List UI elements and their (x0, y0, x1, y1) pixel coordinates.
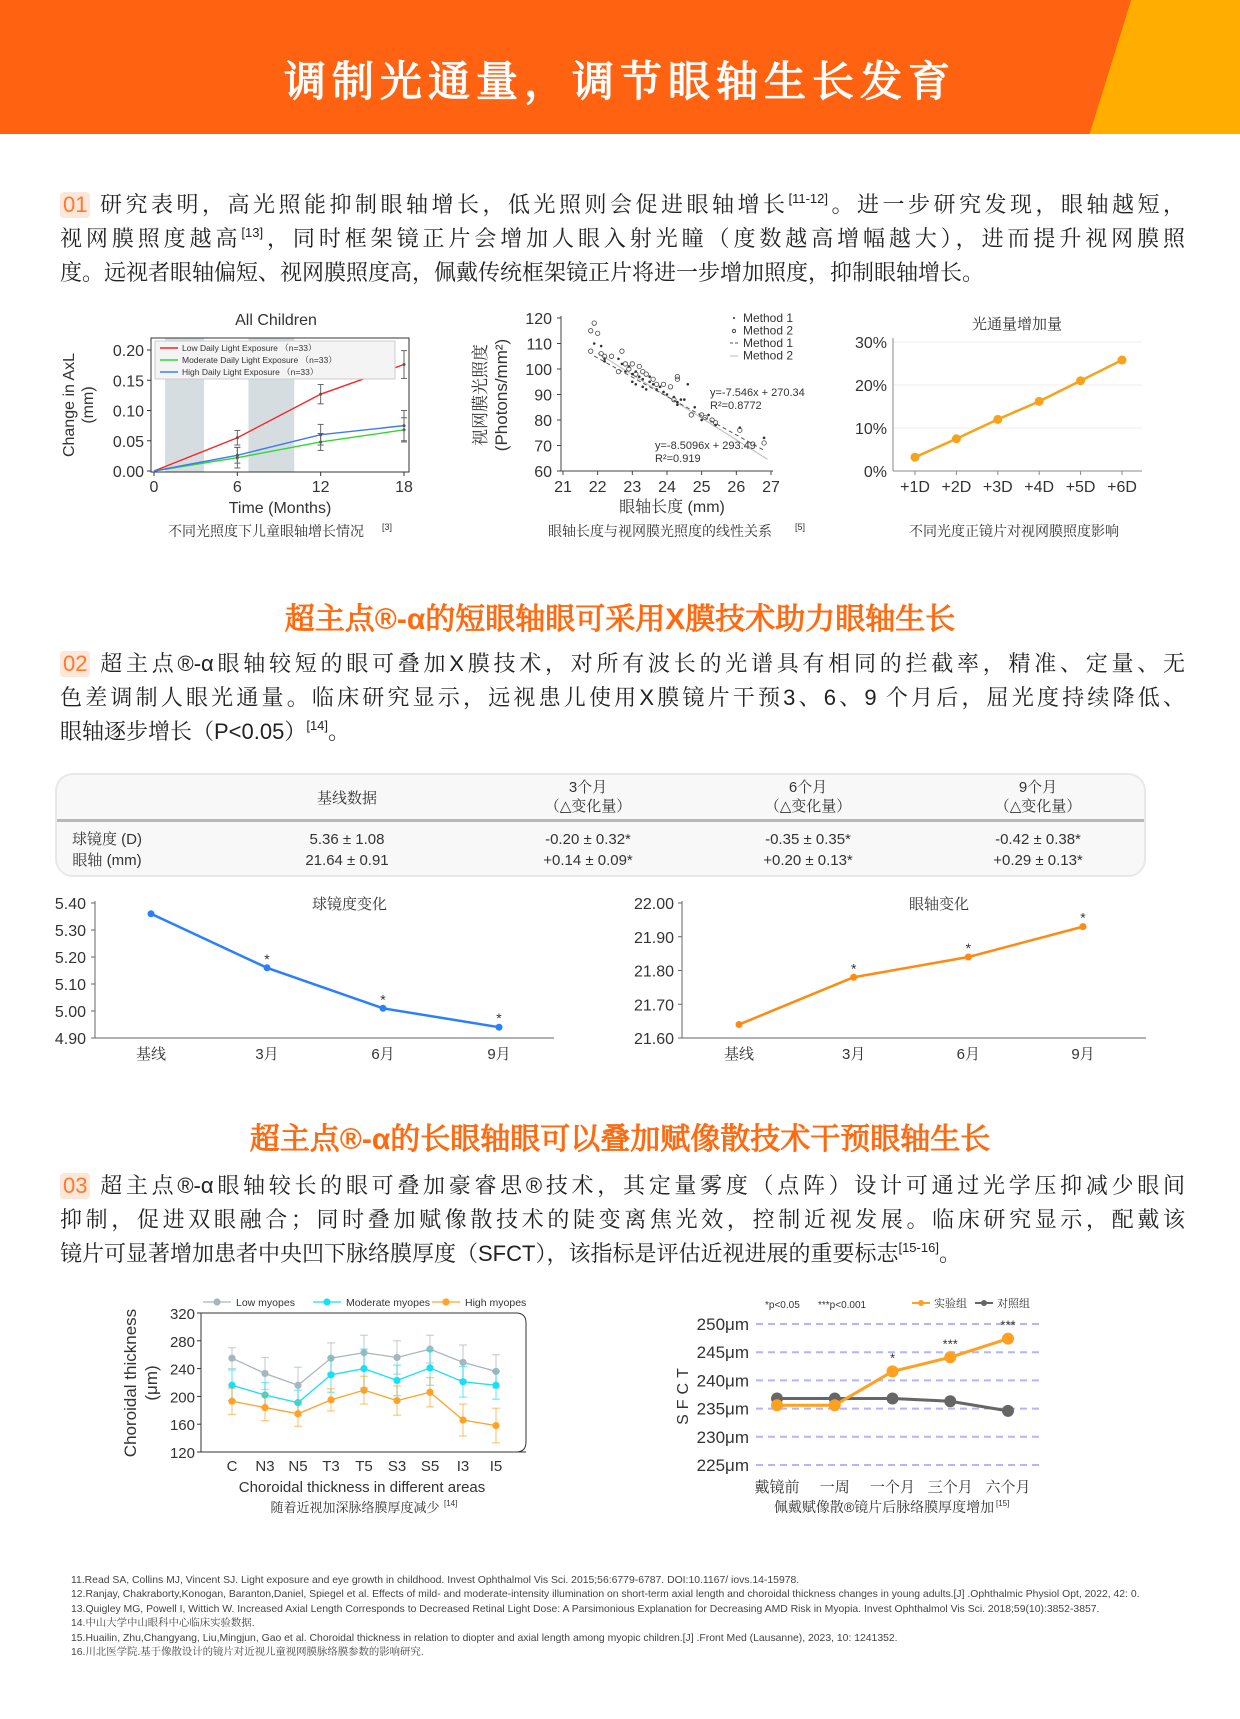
y-tick-label: 225μm (696, 1456, 749, 1475)
table-header-3m-sub: （△变化量） (544, 798, 632, 815)
table-cell: -0.35 ± 0.35* (765, 831, 851, 848)
chart-caption: 不同光度正镜片对视网膜照度影响 (909, 523, 1119, 539)
y-tick-label: 250μm (696, 1315, 749, 1334)
significance-marker: * (496, 1010, 502, 1027)
chart-title: All Children (235, 312, 317, 329)
text: 抑制，促进双眼融合；同时叠加赋像散技术的陡变离焦光效，控制近视发展。临床研究显示，配戴该 (60, 1207, 1185, 1232)
data-point (294, 1382, 301, 1389)
data-point (148, 910, 155, 917)
page-title: 调制光通量，调节眼轴生长发育 (283, 58, 956, 105)
data-point (944, 1351, 956, 1363)
data-point (228, 1355, 235, 1362)
legend-marker (732, 329, 735, 332)
data-point-method1 (624, 370, 627, 373)
data-point-method2 (609, 354, 613, 358)
y-tick-label: 60 (534, 464, 552, 481)
data-point-method1 (763, 437, 766, 440)
data-point (393, 1354, 400, 1361)
legend-label: Method 2 (743, 323, 794, 338)
data-point (887, 1365, 899, 1377)
data-point (426, 1364, 433, 1371)
x-tick-label: 25 (692, 479, 711, 496)
data-point-method1 (641, 378, 644, 381)
data-point (393, 1397, 400, 1404)
x-tick-label: S5 (420, 1458, 440, 1475)
significance-marker: *** (1000, 1317, 1016, 1333)
data-point-method1 (648, 375, 651, 378)
x-tick-label: +6D (1107, 479, 1137, 496)
data-point-method2 (637, 364, 641, 368)
data-point (327, 1396, 334, 1403)
table-cell: +0.14 ± 0.09* (543, 852, 633, 869)
y-axis-label: (mm) (80, 386, 97, 424)
y-tick-label: 320 (169, 1306, 195, 1323)
x-axis-label: Time (Months) (228, 500, 332, 517)
reference-item: 13.Quigley MG, Powell I, Wittich W. Increased Axial Length Corresponds to Decreased Retinal Light Dose: A Parsimonious Explanation for Decreasing AMD Risk in Myopia. Invest Ophthalmol Vis Sci. 2018;59(10):3852-3857. (71, 1603, 1100, 1615)
data-point-method1 (638, 375, 641, 378)
reference-item: 15.Huailin, Zhu,Changyang, Liu,Mingjun, Gao et al. Choroidal thickness in relation to diopter and axial length among myopic children.[J] .Front Med (Lausanne), 2023, 10: 1241352. (71, 1632, 898, 1644)
y-tick-label: 120 (169, 1445, 195, 1462)
data-point-method1 (662, 391, 665, 394)
text: 眼轴逐步增长（P<0.05） (60, 719, 307, 744)
x-tick-label: 9月 (1071, 1046, 1095, 1063)
x-tick-label: 0 (149, 479, 159, 496)
y-tick-label: 80 (534, 413, 552, 430)
table-cell: +0.20 ± 0.13* (763, 852, 853, 869)
data-point (459, 1378, 466, 1385)
table-header-baseline: 基线数据 (316, 790, 377, 807)
section-number-badge: 03 (60, 1173, 90, 1199)
fit-equation: y=-8.5096x + 293.49 (655, 440, 756, 452)
legend-marker (918, 1300, 924, 1306)
data-point-method1 (600, 345, 603, 348)
y-tick-label: 10% (854, 421, 887, 438)
data-point (319, 433, 322, 436)
data-point (236, 454, 239, 457)
data-point (228, 1398, 235, 1405)
y-tick-label: 240 (169, 1361, 195, 1379)
y-tick-label: 21.90 (633, 929, 674, 947)
table-cell: +0.29 ± 0.13* (993, 852, 1083, 869)
y-tick-label: 0% (863, 464, 887, 481)
data-point-method2 (595, 331, 599, 335)
data-point (1076, 376, 1085, 385)
data-point-method1 (680, 398, 683, 401)
data-point-method2 (668, 385, 672, 389)
y-tick-label: 5.20 (54, 950, 86, 967)
data-point (426, 1389, 433, 1396)
legend-label: Method 1 (743, 311, 794, 325)
x-tick-label: I3 (456, 1458, 470, 1475)
data-point-method2 (620, 349, 624, 353)
x-tick-label: 26 (727, 479, 746, 496)
text: 视网膜照度越高 (60, 226, 242, 251)
legend-label: 实验组 (934, 1298, 967, 1310)
data-point (360, 1387, 367, 1394)
data-point-method1 (648, 380, 651, 383)
significance-marker: * (850, 960, 857, 977)
x-tick-label: 24 (658, 479, 676, 496)
data-point-method2 (589, 349, 593, 353)
y-tick-label: 160 (169, 1417, 195, 1435)
data-point-method1 (700, 419, 703, 422)
x-tick-label: 3月 (255, 1046, 279, 1063)
y-tick-label: 0.05 (112, 433, 144, 451)
data-point-method2 (654, 382, 658, 386)
y-tick-label: 5.10 (54, 977, 86, 994)
table-cell: 5.36 ± 1.08 (309, 831, 385, 848)
series-line (739, 927, 1083, 1025)
y-tick-label: 90 (534, 387, 552, 405)
section-number-badge: 02 (60, 651, 90, 677)
x-tick-label: 27 (762, 479, 780, 496)
y-tick-label: 110 (526, 336, 552, 354)
x-tick-label: S3 (387, 1458, 407, 1475)
text: 。 (938, 1241, 961, 1266)
legend-label: High myopes (465, 1297, 527, 1309)
data-point (261, 1370, 268, 1377)
text: 镜片可显著增加患者中央凹下脉络膜厚度（SFCT），该指标是评估近视进展的重要标志 (60, 1241, 899, 1266)
data-point (736, 1021, 743, 1028)
data-point-method1 (617, 358, 620, 361)
y-tick-label: 70 (534, 438, 552, 456)
text: ，同时框架镜正片会增加人眼入射光瞳（度数越高增幅越大），进而提升视网膜照 (263, 226, 1185, 251)
y-tick-label: 100 (525, 362, 552, 379)
data-point-method1 (635, 383, 638, 386)
chart-caption: 不同光照度下儿童眼轴增长情况 (168, 523, 364, 539)
table-header-6m: 6个月 (788, 779, 828, 796)
caption-citation: [15] (996, 1499, 1010, 1508)
y-tick-label: 0.15 (112, 373, 144, 391)
x-tick-label: +3D (982, 479, 1013, 496)
x-tick-label: 22 (588, 479, 607, 496)
data-point-method2 (592, 321, 596, 325)
data-point-method2 (644, 372, 648, 376)
data-point-method2 (589, 329, 593, 333)
series-line (915, 360, 1122, 457)
data-point-method1 (641, 386, 644, 389)
data-point (403, 363, 406, 366)
data-point-method1 (676, 401, 679, 404)
x-tick-label: N5 (288, 1458, 308, 1475)
significance-marker: * (889, 1350, 896, 1366)
data-point (403, 424, 406, 427)
data-point (911, 453, 920, 462)
data-point-method1 (666, 393, 669, 396)
significance-marker: * (264, 950, 270, 967)
data-point-method2 (689, 413, 693, 417)
data-point-method1 (631, 380, 634, 383)
data-point-method1 (676, 403, 679, 406)
fit-r2: R²=0.8772 (710, 400, 762, 412)
data-point-method2 (630, 362, 634, 366)
table-cell: -0.20 ± 0.32* (545, 831, 631, 848)
x-tick-label: 基线 (723, 1046, 755, 1063)
y-axis-label: Choroidal thickness (121, 1308, 140, 1458)
y-axis-label: SFCT (675, 1363, 692, 1425)
legend-marker (981, 1300, 987, 1306)
x-tick-label: 一周 (819, 1479, 850, 1496)
reference-item: 11.Read SA, Collins MJ, Vincent SJ. Light exposure and eye growth in childhood. Invest Ophthalmol Vis Sci. 2015;56:6779-6787. DOI:10.1167/ iovs.14-15978. (71, 1575, 800, 1586)
x-tick-label: C (226, 1458, 238, 1475)
x-tick-label: 6月 (956, 1046, 981, 1063)
x-tick-label: 6 (232, 479, 242, 496)
x-tick-label: T3 (322, 1458, 340, 1475)
y-axis-label: Change in AxL (61, 352, 78, 458)
y-tick-label: 200 (169, 1389, 195, 1407)
y-tick-label: 240μm (696, 1371, 749, 1391)
text: 度。远视者眼轴偏短、视网膜照度高，佩戴传统框架镜正片将进一步增加照度，抑制眼轴增长。 (60, 260, 985, 285)
data-point (294, 1410, 301, 1417)
y-axis-label: (Photons/mm²) (492, 338, 511, 452)
data-point-method1 (645, 388, 648, 391)
y-tick-label: 5.40 (54, 896, 86, 913)
data-point (459, 1359, 466, 1366)
significance-note: ***p<0.001 (818, 1300, 867, 1311)
y-axis-label: 视网膜光照度 (471, 344, 490, 446)
significance-marker: * (1080, 909, 1086, 926)
section-number-badge: 01 (60, 192, 90, 218)
data-point (492, 1382, 499, 1389)
data-point (459, 1416, 466, 1423)
y-tick-label: 0.10 (112, 403, 144, 421)
x-tick-label: 23 (623, 479, 642, 496)
data-point-method1 (707, 414, 710, 417)
x-tick-label: 21 (554, 479, 572, 496)
y-tick-label: 5.30 (54, 923, 86, 940)
text: 。 (328, 719, 351, 744)
y-tick-label: 20% (854, 378, 887, 395)
data-point (887, 1392, 899, 1404)
data-point (1118, 356, 1127, 365)
data-point-method2 (616, 369, 620, 373)
significance-marker: * (965, 940, 972, 956)
reference-item: 12.Ranjay, Chakraborty,Konogan, Baranton,Daniel, Spiegel et al. Effects of mild- and moderate-intensity illumination on short-term axial length and choroidal thickness changes in young adults.[J] .Ophthalmic Physiol Opt, 2022, 42: 0. (71, 1589, 1140, 1601)
y-tick-label: 4.90 (54, 1031, 86, 1048)
y-tick-label: 21.60 (633, 1031, 674, 1048)
citation: [15-16] (898, 1240, 939, 1255)
table-row-label: 球镜度 (D) (72, 831, 142, 848)
legend-label: 对照组 (997, 1298, 1030, 1310)
x-tick-label: N3 (255, 1458, 275, 1475)
data-point (1035, 397, 1044, 406)
legend-label: Moderate Daily Light Exposure （n=33） (182, 355, 337, 365)
data-point-method1 (693, 406, 696, 409)
table-cell: 21.64 ± 0.91 (305, 852, 389, 869)
table-header-3m: 3个月 (568, 779, 608, 796)
data-point (1002, 1333, 1014, 1345)
x-tick-label: 三个月 (927, 1479, 973, 1496)
x-tick-label: 3月 (841, 1046, 866, 1063)
y-tick-label: 235μm (696, 1399, 749, 1419)
fit-r2: R²=0.919 (655, 453, 701, 465)
fit-equation: y=-7.546x + 270.34 (710, 387, 805, 399)
legend-marker (213, 1298, 220, 1305)
x-tick-label: 6月 (371, 1046, 395, 1063)
text: 色差调制人眼光通量。临床研究显示，远视患儿使用X膜镜片干预3、6、9 个月后，屈光度持续降低、 (60, 685, 1185, 710)
series-line (151, 914, 499, 1027)
data-point (829, 1399, 841, 1411)
data-point (360, 1365, 367, 1372)
y-tick-label: 30% (854, 335, 887, 352)
chart-title: 眼轴变化 (908, 896, 970, 913)
data-point-method2 (762, 441, 766, 445)
legend-label: High Daily Light Exposure （n=33） (182, 367, 319, 377)
table-row-label: 眼轴 (mm) (72, 852, 142, 869)
data-point (261, 1404, 268, 1411)
data-point (327, 1371, 334, 1378)
data-point-method2 (661, 382, 665, 386)
y-tick-label: 0.20 (112, 343, 144, 360)
legend-label: Method 1 (743, 336, 794, 350)
legend-label: Low myopes (236, 1297, 295, 1309)
text: 研究表明，高光照能抑制眼轴增长，低光照则会促进眼轴增长 (96, 192, 789, 217)
x-tick-label: 六个月 (985, 1479, 1031, 1496)
table-header-9m-sub: （△变化量） (994, 798, 1082, 815)
x-tick-label: 18 (395, 479, 413, 496)
y-tick-label: 21.80 (633, 963, 674, 981)
text: 。进一步研究发现，眼轴越短， (827, 192, 1185, 217)
chart-caption: 眼轴长度与视网膜光照度的线性关系 (548, 523, 772, 539)
significance-marker: * (380, 991, 386, 1008)
chart-title: 球镜度变化 (311, 896, 388, 913)
data-point (492, 1422, 499, 1429)
data-point (1002, 1405, 1014, 1417)
data-point (319, 393, 322, 396)
y-tick-label: 230μm (696, 1427, 749, 1447)
x-tick-label: T5 (355, 1458, 373, 1475)
y-tick-label: 22.00 (633, 896, 674, 913)
caption-citation: [3] (382, 522, 393, 532)
chart-title: 光通量增加量 (971, 316, 1063, 333)
x-tick-label: 9月 (487, 1046, 511, 1063)
reference-item: 14.中山大学中山眼科中心临床实验数据. (71, 1618, 255, 1630)
x-tick-label: +1D (900, 479, 930, 496)
x-tick-label: I5 (489, 1458, 503, 1475)
y-tick-label: 280 (169, 1333, 195, 1351)
citation: [11-12] (788, 191, 828, 206)
y-tick-label: 5.00 (54, 1004, 86, 1021)
legend-label: Low Daily Light Exposure （n=33） (182, 343, 317, 353)
caption-citation: [5] (795, 522, 806, 532)
section3-title: 超主点®-α的长眼轴眼可以叠加赋像散技术干预眼轴生长 (249, 1123, 991, 1156)
chart-caption: 随着近视加深脉络膜厚度减少 (270, 1500, 440, 1515)
y-tick-label: 21.70 (633, 997, 674, 1015)
legend-marker (442, 1298, 449, 1305)
data-point (236, 436, 239, 439)
significance-note: *p<0.05 (765, 1300, 800, 1311)
data-point-method1 (655, 388, 658, 391)
x-tick-label: +2D (941, 479, 972, 496)
data-point-method1 (683, 398, 686, 401)
legend-marker (733, 317, 735, 319)
x-tick-label: 戴镜前 (754, 1479, 800, 1496)
x-tick-label: 基线 (135, 1046, 167, 1063)
table-header-9m: 9个月 (1018, 779, 1058, 796)
data-point (771, 1399, 783, 1411)
chart-caption: 佩戴赋像散®镜片后脉络膜厚度增加 (773, 1499, 995, 1515)
x-tick-label: 12 (311, 479, 330, 496)
significance-marker: *** (942, 1336, 958, 1352)
text: 超主点®-α眼轴较长的眼可叠加豪睿思®技术，其定量雾度（点阵）设计可通过光学压抑减少眼间 (96, 1173, 1185, 1198)
text: 超主点®-α眼轴较短的眼可叠加X膜技术，对所有波长的光谱具有相同的拦截率，精准、定量、无 (96, 651, 1185, 676)
section2-title: 超主点®-α的短眼轴眼可采用X膜技术助力眼轴生长 (284, 603, 956, 636)
y-axis-label: (μm) (142, 1365, 161, 1401)
table-header-6m-sub: （△变化量） (764, 798, 852, 815)
y-tick-label: 120 (525, 311, 552, 328)
caption-citation: [14] (444, 1499, 458, 1508)
y-tick-label: 0.00 (112, 464, 144, 481)
x-axis-label: 眼轴长度 (mm) (619, 499, 725, 516)
data-point (393, 1377, 400, 1384)
citation: [13] (241, 225, 264, 240)
data-point (952, 434, 961, 443)
data-point-method2 (651, 377, 655, 381)
data-point-method1 (659, 386, 662, 389)
x-axis-label: Choroidal thickness in different areas (238, 1479, 486, 1496)
x-tick-label: +4D (1024, 479, 1055, 496)
legend-marker (323, 1298, 330, 1305)
data-point-method2 (623, 362, 627, 366)
data-point (993, 415, 1002, 424)
data-point (944, 1395, 956, 1407)
data-point-method1 (603, 360, 606, 363)
y-tick-label: 245μm (696, 1343, 749, 1363)
citation: [14] (306, 718, 329, 733)
data-point-method1 (687, 383, 690, 386)
reference-item: 16.川北医学院.基于像散设计的镜片对近视儿童视网膜脉络膜参数的影响研究. (71, 1647, 424, 1659)
legend-label: Moderate myopes (346, 1297, 431, 1309)
table-cell: -0.42 ± 0.38* (995, 831, 1081, 848)
x-tick-label: +5D (1065, 479, 1096, 496)
x-tick-label: 一个月 (869, 1479, 916, 1496)
data-point-method1 (593, 342, 596, 345)
legend-label: Method 2 (743, 348, 794, 363)
